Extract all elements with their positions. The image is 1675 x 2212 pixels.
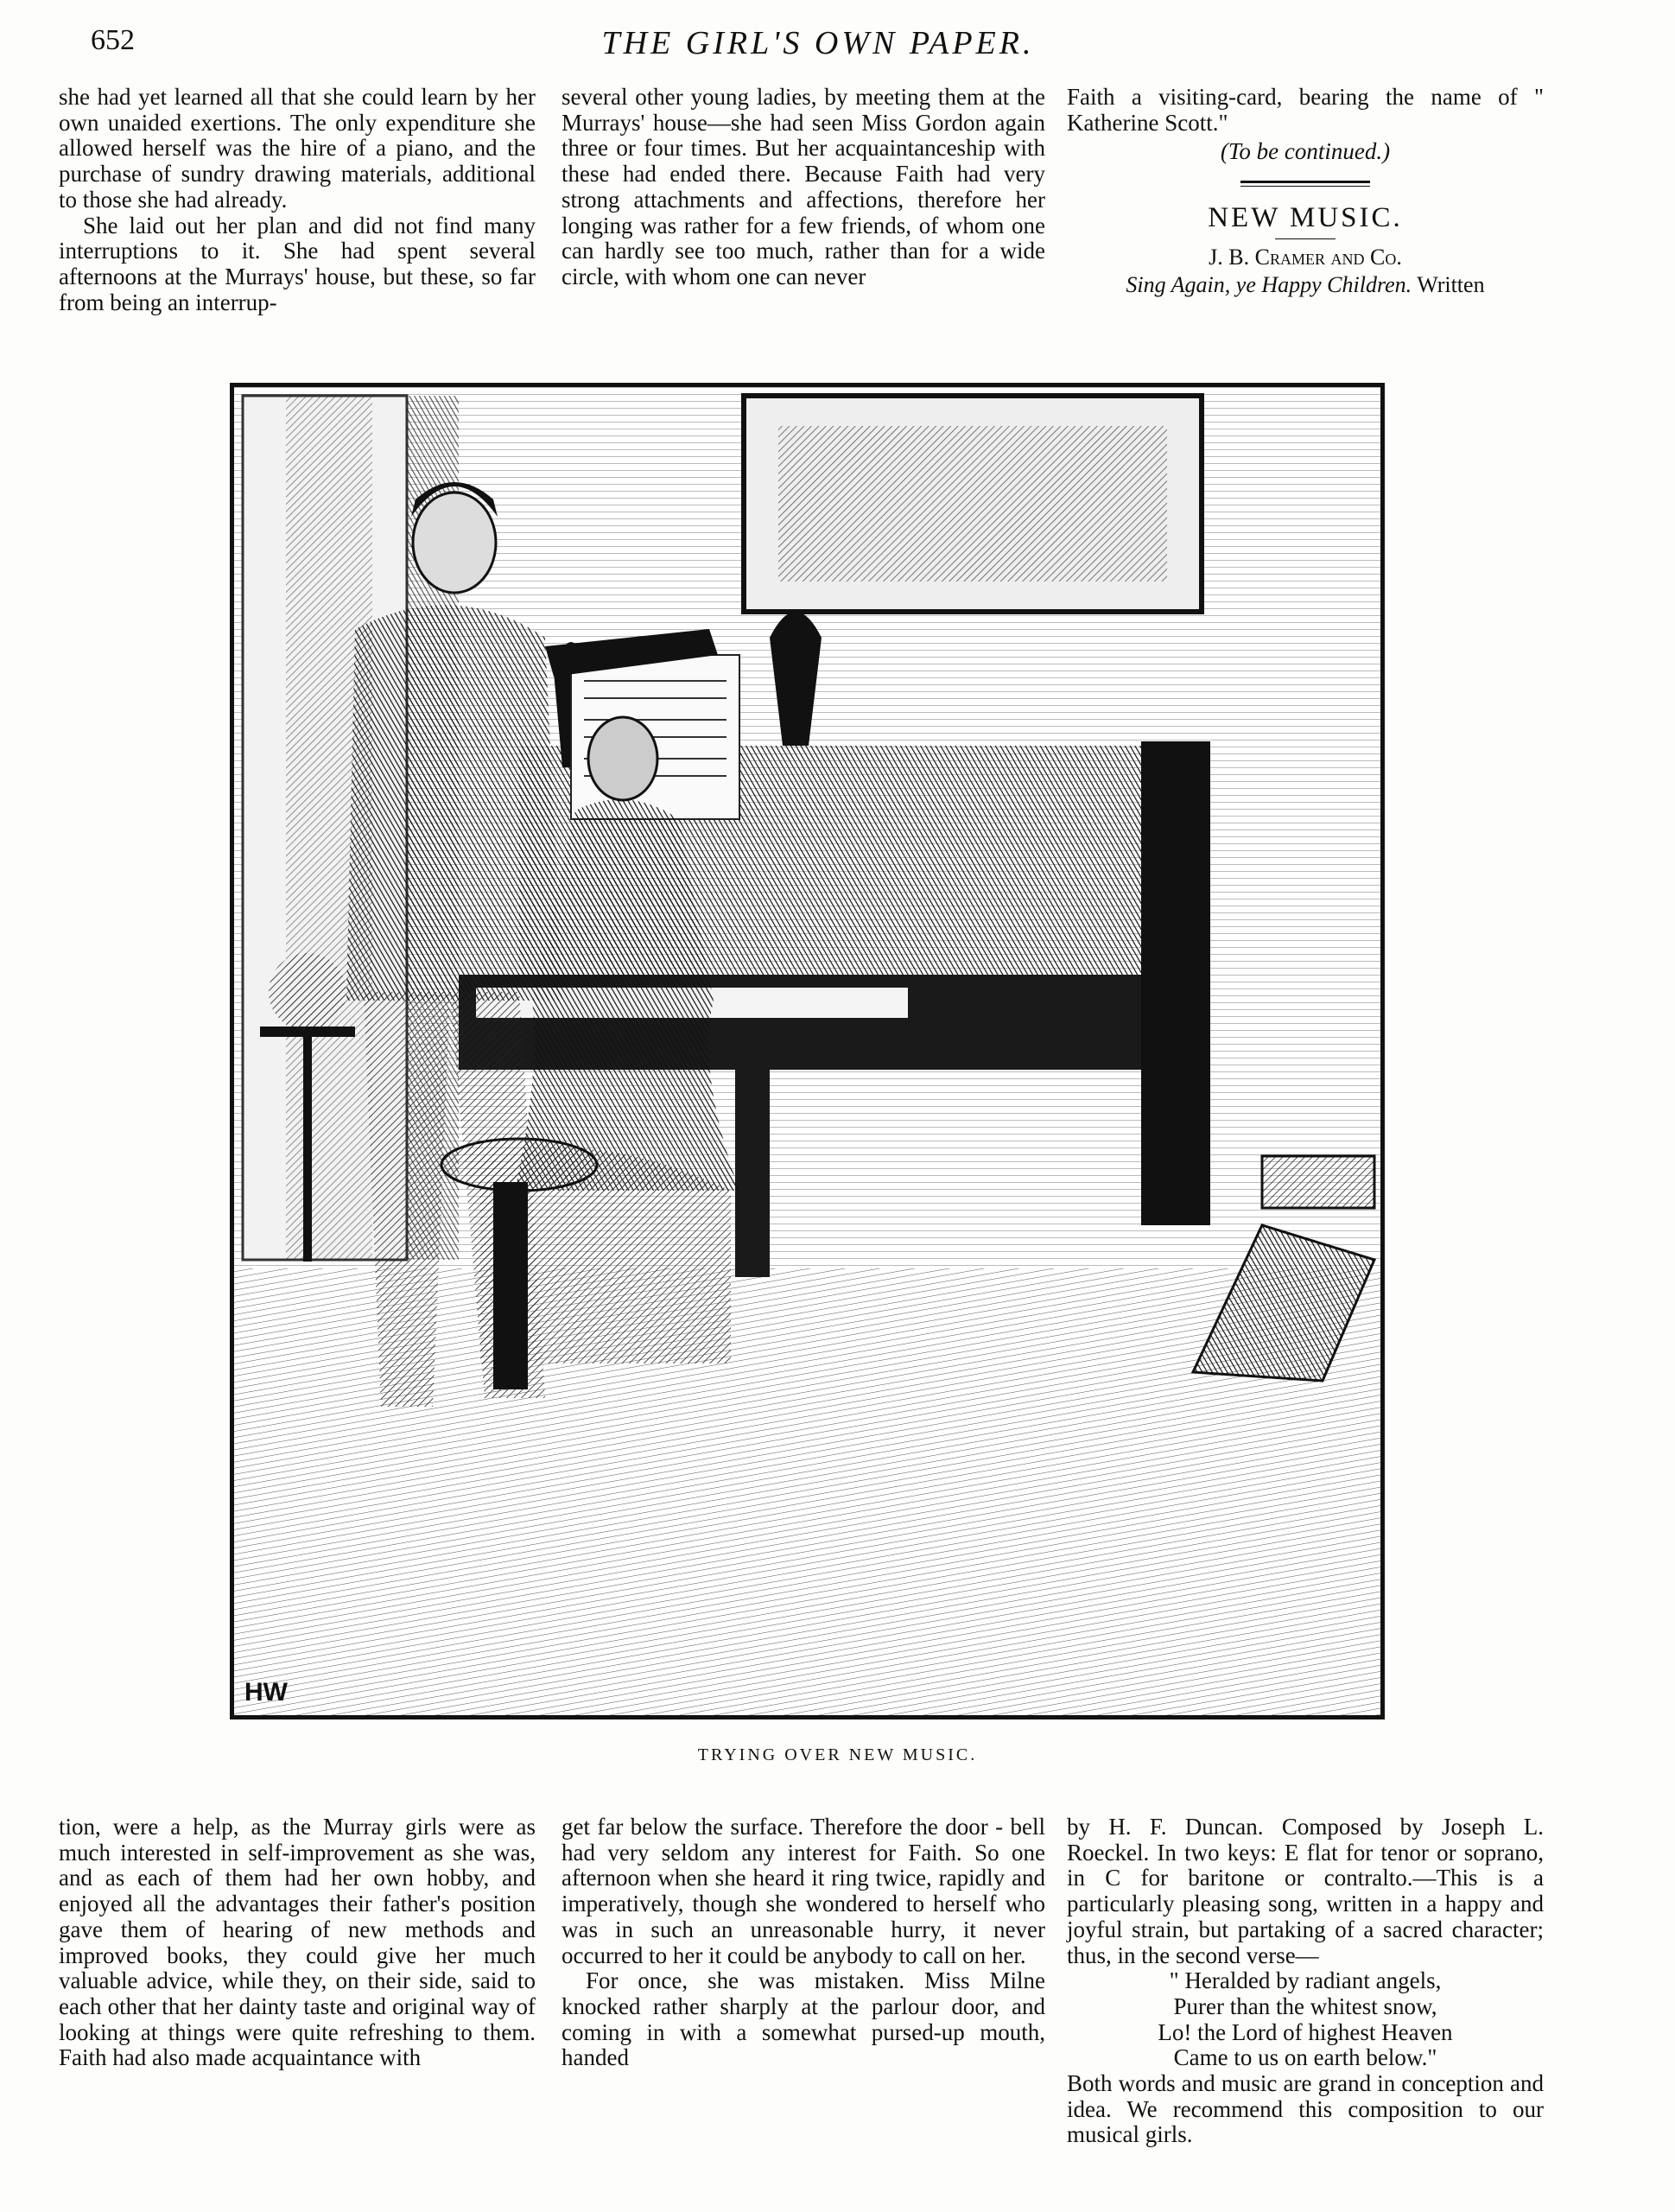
- engraver-monogram: HW: [244, 1678, 288, 1707]
- paragraph: she had yet learned all that she could learn by her own unaided exertions. The only expenditure she allowed herself was the hire of a piano, and the purchase of sundry drawing materials, additional to those she had already.: [59, 84, 536, 213]
- review-intro: by H. F. Duncan. Composed by Joseph L. Roeckel. In two keys: E flat for tenor or soprano, in C for baritone or contralto.—This is a particularly pleasing song, written in a happy and joyful strain, but partaking of a sacred character; thus, in the second verse—: [1067, 1814, 1544, 1968]
- page-number: 652: [91, 24, 135, 56]
- song-title-continuation: Written: [1417, 271, 1485, 297]
- to-be-continued: (To be continued.): [1220, 138, 1391, 165]
- song-title: Sing Again, ye Happy Children.: [1126, 271, 1412, 297]
- top-column-1: [59, 85, 536, 315]
- rule: [1275, 238, 1336, 239]
- publisher: J. B. Cramer and Co.: [1209, 244, 1402, 270]
- running-title: THE GIRL'S OWN PAPER.: [601, 25, 1035, 61]
- paragraph: She laid out her plan and did not find many interruptions to it. She had spent several afternoons at the Murrays' house, but these, so far from being an interrup-: [59, 212, 536, 315]
- page-header: [91, 24, 1545, 67]
- paragraph: several other young ladies, by meeting them at the Murrays' house—she had seen Miss Gordon again three or four times. But her acquaintanceship with these had ended there. Because Faith had very strong attachments and affections, therefore her longing was rather for a few friends, of whom one can hardly see too much, rather than for a wide circle, with whom one can never: [562, 84, 1045, 289]
- review-outro: Both words and music are grand in conception and idea. We recommend this composition to our musical girls.: [1067, 2070, 1544, 2148]
- engraving-illustration: [230, 383, 1385, 1719]
- paragraph: For once, she was mistaken. Miss Milne knocked rather sharply at the parlour door, and coming in with a somewhat pursed-up mouth, handed: [562, 1967, 1045, 2071]
- verse-line: Purer than the whitest snow,: [1173, 1993, 1437, 2019]
- top-column-3: [1067, 85, 1544, 297]
- illustration-caption: TRYING OVER NEW MUSIC.: [697, 1745, 978, 1764]
- paragraph: get far below the surface. Therefore the door - bell had very seldom any interest for Faith. So one afternoon when she heard it ring twice, rapidly and imperatively, though she wondered to herself who was in such an unreasonable hurry, it never occurred to her it could be anybody to call on her.: [562, 1814, 1045, 1968]
- top-column-2: [562, 85, 1045, 290]
- engraving-picture: [234, 387, 1380, 1715]
- verse-line: " Heralded by radiant angels,: [1169, 1967, 1442, 1994]
- verse-line: Came to us on earth below.": [1173, 2044, 1437, 2071]
- bottom-column-3: [1067, 1815, 1544, 2148]
- paragraph: tion, were a help, as the Murray girls were as much interested in self-improvement as she was, and as each of them had her own hobby, and enjoyed all the advantages their father's position gave them of hearing of new methods and improved books, they could give her much valuable advice, while they, on their side, said to each other that her dainty taste and original way of looking at things were quite refreshing to them. Faith had also made acquaintance with: [59, 1814, 536, 2071]
- bottom-column-2: [562, 1815, 1045, 2071]
- bottom-column-1: [59, 1815, 536, 2071]
- verse-line: Lo! the Lord of highest Heaven: [1158, 2018, 1453, 2045]
- paragraph: Faith a visiting-card, bearing the name of " Katherine Scott.": [1067, 84, 1544, 136]
- section-heading: NEW MUSIC.: [1208, 202, 1403, 234]
- double-rule: [1240, 181, 1370, 187]
